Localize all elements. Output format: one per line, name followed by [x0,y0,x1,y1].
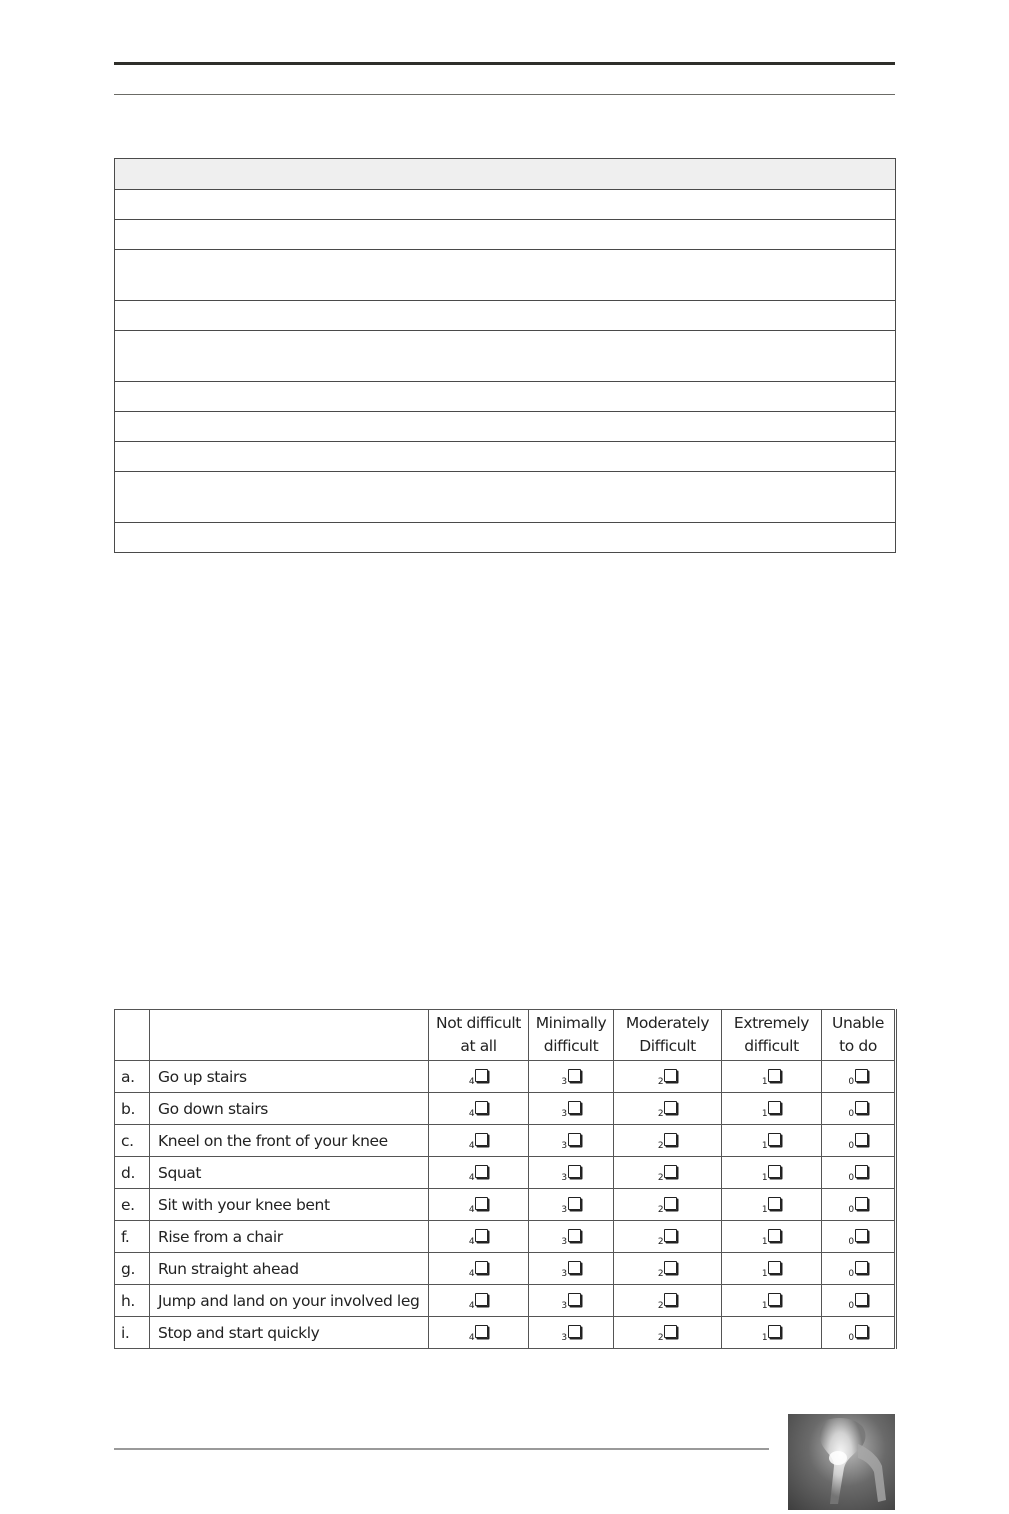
row-letter: b. [115,1093,150,1125]
footer-rule [114,1448,769,1450]
option-score: 0 [848,1140,854,1151]
column-header-line: Difficult [639,1037,696,1055]
option-cell [614,1189,722,1221]
option-score: 4 [468,1076,475,1087]
checkbox[interactable] [664,1165,677,1178]
checkbox[interactable] [768,1101,781,1114]
option-score: 2 [657,1172,664,1183]
checkbox[interactable] [855,1165,868,1178]
option-score: 2 [657,1108,664,1119]
column-header-line: Extremely [733,1014,810,1032]
checkbox[interactable] [568,1325,581,1338]
option-score: 0 [848,1236,854,1247]
option-score: 3 [561,1300,567,1311]
option-cell [529,1285,614,1317]
checkbox[interactable] [855,1197,868,1210]
checkbox[interactable] [475,1133,488,1146]
option-score: 2 [657,1204,664,1215]
row-letter: d. [115,1157,150,1189]
option-score: 4 [468,1268,475,1279]
option-score: 2 [657,1236,664,1247]
option-score: 0 [848,1076,854,1087]
option-cell [822,1189,896,1221]
form-table-row [115,412,896,442]
column-header-line: to do [839,1037,877,1055]
checkbox[interactable] [475,1325,488,1338]
option-cell [722,1221,822,1253]
option-cell [429,1285,529,1317]
option-cell [529,1253,614,1285]
option-cell [614,1285,722,1317]
option-score: 0 [848,1268,854,1279]
row-letter: f. [115,1221,150,1253]
option-score: 1 [761,1140,768,1151]
checkbox[interactable] [475,1261,488,1274]
column-header-line: Unable [832,1014,884,1032]
option-score: 1 [761,1268,768,1279]
option-cell [822,1253,896,1285]
checkbox[interactable] [475,1197,488,1210]
row-letter: h. [115,1285,150,1317]
option-score: 1 [761,1204,768,1215]
option-cell [614,1061,722,1093]
checkbox[interactable] [568,1101,581,1114]
form-table-row [115,472,896,523]
option-cell [529,1093,614,1125]
checkbox[interactable] [568,1229,581,1242]
row-letter: e. [115,1189,150,1221]
checkbox[interactable] [664,1229,677,1242]
table-row [115,1093,896,1125]
column-header [429,1010,529,1061]
option-score: 0 [848,1332,854,1343]
option-cell [722,1253,822,1285]
row-letter: c. [115,1125,150,1157]
table-row [115,1317,896,1349]
option-score: 4 [468,1236,475,1247]
option-cell [429,1317,529,1349]
option-cell [529,1125,614,1157]
option-cell [614,1253,722,1285]
checkbox[interactable] [475,1069,488,1082]
option-score: 1 [761,1076,768,1087]
option-cell [429,1189,529,1221]
checkbox[interactable] [855,1229,868,1242]
option-score: 4 [468,1204,475,1215]
option-score: 0 [848,1300,854,1311]
header-rule-thick [114,62,895,65]
option-cell [614,1221,722,1253]
column-header-line: difficult [543,1037,599,1055]
option-cell [429,1093,529,1125]
column-header-line: Moderately [625,1014,710,1032]
table-row [115,1189,896,1221]
option-cell [722,1061,822,1093]
row-activity: Sit with your knee bent [150,1189,429,1221]
header-blank-letter [115,1010,150,1061]
checkbox[interactable] [664,1069,677,1082]
activity-difficulty-table [114,1009,897,1349]
option-score: 2 [657,1268,664,1279]
checkbox[interactable] [475,1101,488,1114]
checkbox[interactable] [664,1197,677,1210]
option-score: 1 [761,1172,768,1183]
column-header-line: Minimally [535,1014,607,1032]
checkbox[interactable] [768,1325,781,1338]
option-score: 3 [561,1236,567,1247]
column-header [822,1010,896,1061]
leg-anatomy-logo-icon [788,1414,895,1510]
column-header [722,1010,822,1061]
option-cell [722,1157,822,1189]
activity-table-body [115,1061,896,1349]
option-cell [429,1221,529,1253]
option-score: 1 [761,1236,768,1247]
form-table-row [115,190,896,220]
option-cell [429,1157,529,1189]
option-score: 3 [561,1204,567,1215]
option-score: 3 [561,1332,567,1343]
form-table-row [115,220,896,250]
table-row [115,1221,896,1253]
option-cell [722,1317,822,1349]
option-score: 1 [761,1332,768,1343]
option-cell [822,1093,896,1125]
empty-form-table [114,158,896,553]
table-row [115,1125,896,1157]
row-activity: Jump and land on your involved leg [150,1285,429,1317]
form-table-row [115,523,896,553]
option-cell [429,1253,529,1285]
checkbox[interactable] [768,1229,781,1242]
option-score: 2 [657,1076,664,1087]
column-header-line: Not difficult [436,1014,521,1032]
option-cell [722,1093,822,1125]
row-letter: i. [115,1317,150,1349]
row-activity: Go up stairs [150,1061,429,1093]
checkbox[interactable] [568,1261,581,1274]
option-score: 0 [848,1108,854,1119]
row-activity: Stop and start quickly [150,1317,429,1349]
form-table-row [115,301,896,331]
table-row [115,1157,896,1189]
checkbox[interactable] [855,1293,868,1306]
checkbox[interactable] [664,1325,677,1338]
checkbox[interactable] [475,1293,488,1306]
option-score: 1 [761,1108,768,1119]
option-cell [722,1189,822,1221]
checkbox[interactable] [568,1293,581,1306]
checkbox[interactable] [664,1101,677,1114]
option-cell [822,1125,896,1157]
header-blank-activity [150,1010,429,1061]
option-score: 3 [561,1268,567,1279]
table-row [115,1061,896,1093]
option-score: 4 [468,1300,475,1311]
checkbox[interactable] [664,1293,677,1306]
option-cell [822,1221,896,1253]
option-cell [614,1317,722,1349]
option-score: 1 [761,1300,768,1311]
option-cell [614,1125,722,1157]
form-table-row [115,442,896,472]
checkbox[interactable] [855,1325,868,1338]
option-cell [529,1317,614,1349]
option-score: 4 [468,1140,475,1151]
checkbox[interactable] [568,1165,581,1178]
option-cell [822,1157,896,1189]
row-letter: g. [115,1253,150,1285]
row-activity: Go down stairs [150,1093,429,1125]
checkbox[interactable] [768,1197,781,1210]
column-header-line: at all [460,1037,497,1055]
column-header [529,1010,614,1061]
option-cell [614,1157,722,1189]
checkbox[interactable] [568,1197,581,1210]
option-cell [529,1221,614,1253]
checkbox[interactable] [855,1069,868,1082]
option-cell [822,1317,896,1349]
option-cell [822,1285,896,1317]
option-score: 2 [657,1300,664,1311]
option-cell [429,1061,529,1093]
checkbox[interactable] [664,1261,677,1274]
option-score: 3 [561,1108,567,1119]
checkbox[interactable] [664,1133,677,1146]
activity-table-header [115,1010,896,1061]
option-score: 3 [561,1076,567,1087]
option-cell [429,1125,529,1157]
option-cell [529,1189,614,1221]
row-activity: Run straight ahead [150,1253,429,1285]
column-header-line: difficult [744,1037,799,1055]
option-cell [529,1157,614,1189]
checkbox[interactable] [855,1101,868,1114]
checkbox[interactable] [855,1133,868,1146]
option-score: 2 [657,1140,664,1151]
form-table-row [115,331,896,382]
row-activity: Kneel on the front of your knee [150,1125,429,1157]
option-score: 4 [468,1332,475,1343]
checkbox[interactable] [768,1261,781,1274]
option-score: 4 [468,1172,475,1183]
checkbox[interactable] [768,1293,781,1306]
leg-figure-svg [788,1414,895,1510]
option-cell [722,1125,822,1157]
checkbox[interactable] [855,1261,868,1274]
row-letter: a. [115,1061,150,1093]
option-score: 4 [468,1108,475,1119]
row-activity: Rise from a chair [150,1221,429,1253]
checkbox[interactable] [768,1165,781,1178]
row-activity: Squat [150,1157,429,1189]
form-table-row [115,250,896,301]
checkbox[interactable] [768,1069,781,1082]
option-cell [722,1285,822,1317]
option-cell [529,1061,614,1093]
column-header [614,1010,722,1061]
table-row [115,1285,896,1317]
checkbox[interactable] [475,1165,488,1178]
form-table-row [115,382,896,412]
table-row [115,1253,896,1285]
header-rule-thin [114,94,895,95]
option-score: 0 [848,1204,854,1215]
checkbox[interactable] [568,1133,581,1146]
option-score: 0 [848,1172,854,1183]
option-score: 3 [561,1172,567,1183]
checkbox[interactable] [475,1229,488,1242]
form-table-header-row [115,159,896,190]
option-cell [614,1093,722,1125]
option-cell [822,1061,896,1093]
option-score: 2 [657,1332,664,1343]
checkbox[interactable] [768,1133,781,1146]
checkbox[interactable] [568,1069,581,1082]
option-score: 3 [561,1140,567,1151]
